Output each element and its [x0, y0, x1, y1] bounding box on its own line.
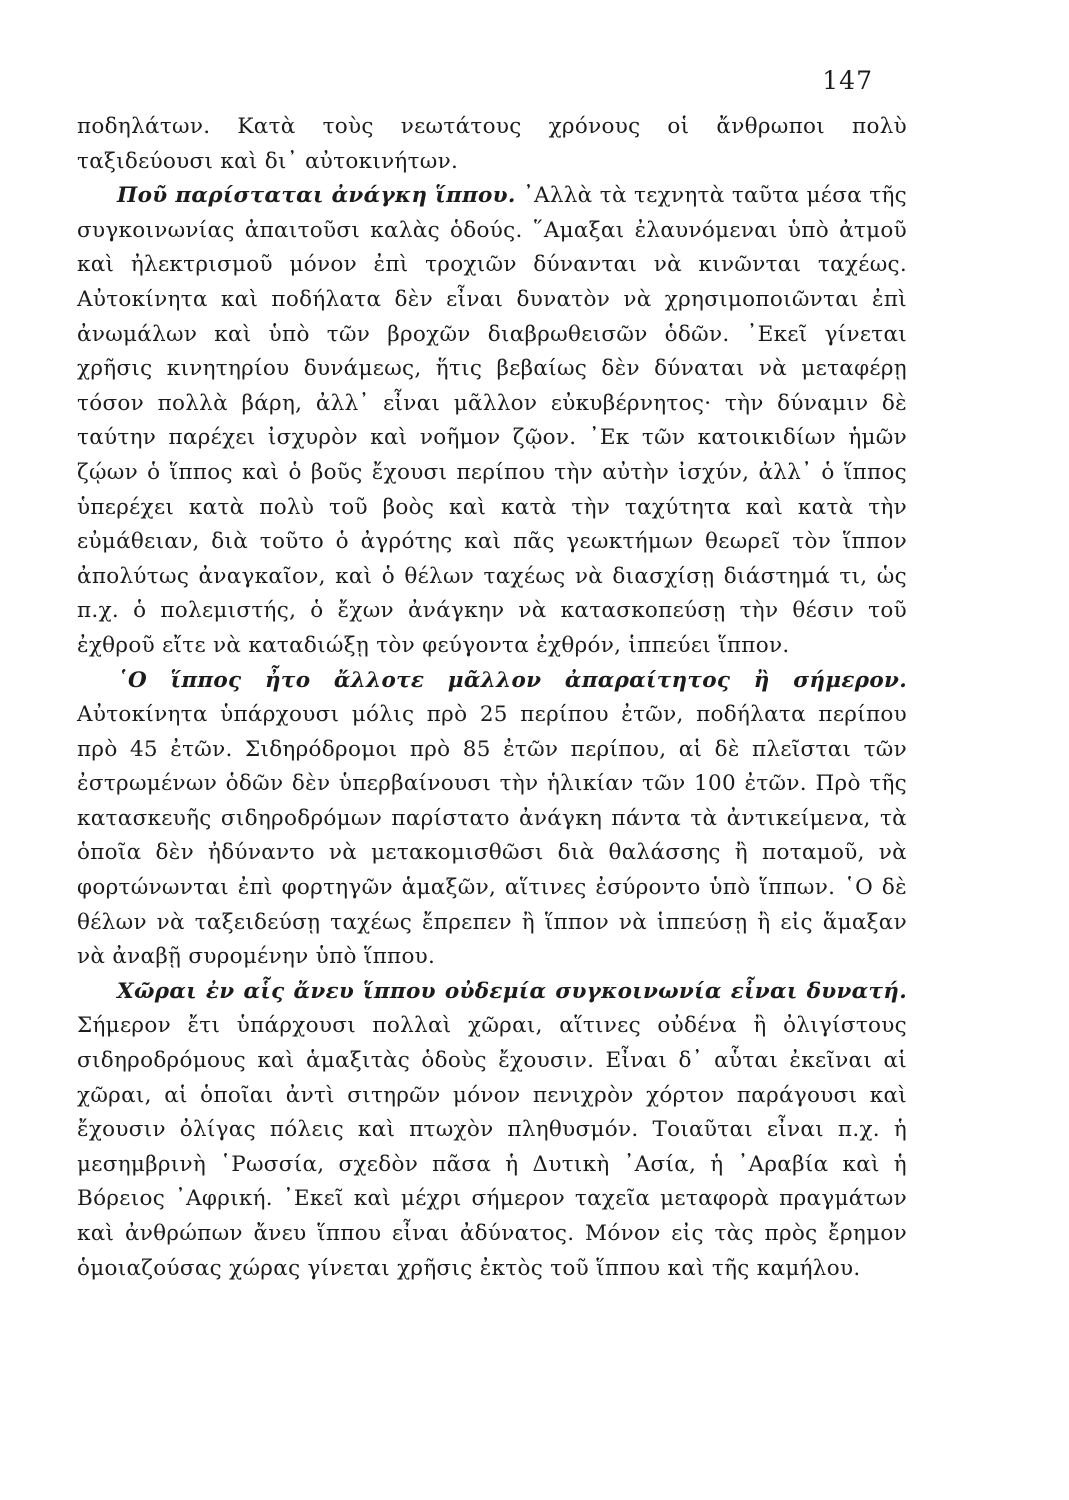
paragraph-text: Αὐτοκίνητα ὑπάρχουσι μόλις πρὸ 25 περίπου ἐτῶν, ποδήλατα περίπου πρὸ 45 ἐτῶν. Σιδηρόδρομοι πρὸ 85 ἐτῶν περίπου, αἱ δὲ πλεῖσται τῶν ἐστρωμένων ὁδῶν δὲν ὑπερβαίνουσι τὴν ἡλικίαν τῶν 100 ἐτῶν. Πρὸ τῆς κατασκευῆς σιδηροδρόμων παρίστατο ἀνάγκη πάντα τὰ ἀντικείμενα, τὰ ὁποῖα δὲν ἠδύναντο νὰ μετακομισθῶσι διὰ θαλάσσης ἢ ποταμοῦ, νὰ φορτώνωνται ἐπὶ φορτηγῶν ἁμαξῶν, αἵτινες ἐσύροντο ὑπὸ ἵππων. ῾Ο δὲ θέλων νὰ ταξειδεύσῃ ταχέως ἔπρεπεν ἢ ἵππον νὰ ἱππεύσῃ ἢ εἰς ἅμαξαν νὰ ἀναβῇ συρομένην ὑπὸ ἵππου. [77, 702, 907, 970]
paragraph-horse-past [77, 664, 907, 975]
section-heading: ῾Ο ἵππος ἦτο ἄλλοτε μᾶλλον ἀπαραίτητος ἢ σήμερον. [117, 667, 907, 693]
paragraph-text: ᾽Αλλὰ τὰ τεχνητὰ ταῦτα μέσα τῆς συγκοινωνίας ἀπαιτοῦσι καλὰς ὁδούς. ῞Αμαξαι ἐλαυνόμεναι ὑπὸ ἀτμοῦ καὶ ἠλεκτρισμοῦ μόνον ἐπὶ τροχιῶν δύνανται νὰ κινῶνται ταχέως. Αὐτοκίνητα καὶ ποδήλατα δὲν εἶναι δυνατὸν νὰ χρησιμοποιῶνται ἐπὶ ἀνωμάλων καὶ ὑπὸ τῶν βροχῶν διαβρωθεισῶν ὁδῶν. ᾽Εκεῖ γίνεται χρῆσις κινητηρίου δυνάμεως, ἥτις βεβαίως δὲν δύναται νὰ μεταφέρῃ τόσον πολλὰ βάρη, ἀλλ᾽ εἶναι μᾶλλον εὐκυβέρνητος· τὴν δύναμιν δὲ ταύτην παρέχει ἰσχυρὸν καὶ νοῆμον ζῷον. ᾽Εκ τῶν κατοικιδίων ἡμῶν ζῴων ὁ ἵππος καὶ ὁ βοῦς ἔχουσι περίπου τὴν αὐτὴν ἰσχύν, ἀλλ᾽ ὁ ἵππος ὑπερέχει κατὰ πολὺ τοῦ βοὸς καὶ κατὰ τὴν ταχύτητα καὶ κατὰ τὴν εὐμάθειαν, διὰ τοῦτο ὁ ἀγρότης καὶ πᾶς γεωκτήμων θεωρεῖ τὸν ἵππον ἀπολύτως ἀναγκαῖον, καὶ ὁ θέλων ταχέως νὰ διασχίσῃ διάστημά τι, ὡς π.χ. ὁ πολεμιστής, ὁ ἔχων ἀνάγκην νὰ κατασκοπεύσῃ τὴν θέσιν τοῦ ἐχθροῦ εἴτε νὰ καταδιώξῃ τὸν φεύγοντα ἐχθρόν, ἱππεύει ἵππον. [77, 183, 907, 658]
section-heading: Χῶραι ἐν αἷς ἄνευ ἵππου οὐδεμία συγκοινωνία εἶναι δυνατή. [117, 978, 907, 1004]
paragraph-horse-necessity [77, 179, 907, 663]
page-body [77, 110, 907, 1286]
section-heading: Ποῦ παρίσταται ἀνάγκη ἵππου. [117, 183, 516, 209]
paragraph-text: ποδηλάτων. Κατὰ τοὺς νεωτάτους χρόνους οἱ ἄνθρωποι πολὺ ταξιδεύουσι καὶ δι᾽ αὐτοκινήτων. [77, 114, 907, 174]
page-number: 147 [822, 66, 873, 95]
paragraph-text: Σήμερον ἔτι ὑπάρχουσι πολλαὶ χῶραι, αἵτινες οὐδένα ἢ ὀλιγίστους σιδηροδρόμους καὶ ἁμαξιτὰς ὁδοὺς ἔχουσιν. Εἶναι δ᾽ αὗται ἐκεῖναι αἱ χῶραι, αἱ ὁποῖαι ἀντὶ σιτηρῶν μόνον πενιχρὸν χόρτον παράγουσι καὶ ἔχουσιν ὀλίγας πόλεις καὶ πτωχὸν πληθυσμόν. Τοιαῦται εἶναι π.χ. ἡ μεσημβρινὴ ῾Ρωσσία, σχεδὸν πᾶσα ἡ Δυτικὴ ᾽Ασία, ἡ ᾽Αραβία καὶ ἡ Βόρειος ᾽Αφρική. ᾽Εκεῖ καὶ μέχρι σήμερον ταχεῖα μεταφορὰ πραγμάτων καὶ ἀνθρώπων ἄνευ ἵππου εἶναι ἀδύνατος. Μόνον εἰς τὰς πρὸς ἔρημον ὁμοιαζούσας χώρας γίνεται χρῆσις ἐκτὸς τοῦ ἵππου καὶ τῆς καμήλου. [77, 1013, 907, 1281]
paragraph-continuation [77, 110, 907, 179]
paragraph-countries [77, 975, 907, 1286]
